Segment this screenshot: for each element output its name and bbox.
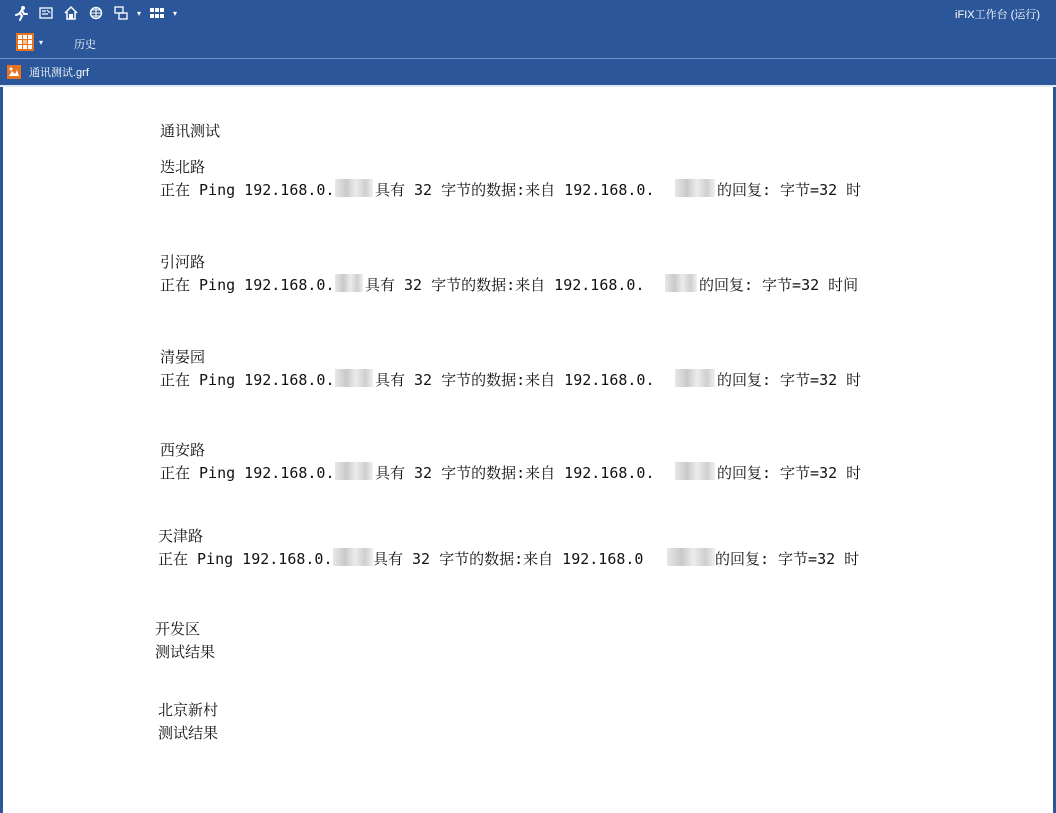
ping-result-tail: 的回复: 字节=32 时 xyxy=(717,371,862,389)
app-menu-icon xyxy=(16,33,34,51)
redacted-ip xyxy=(335,179,373,197)
ping-result-mid: 具有 32 字节的数据:来自 192.168.0 xyxy=(373,550,644,568)
ping-result-mid: 具有 32 字节的数据:来自 192.168.0. xyxy=(365,276,645,294)
ping-result-prefix: 正在 Ping 192.168.0. xyxy=(160,464,335,482)
document-tab-strip xyxy=(0,58,1056,86)
site-name: 清晏园 xyxy=(160,348,206,366)
site-name: 开发区 xyxy=(155,620,201,638)
title-bar xyxy=(0,0,1056,28)
test-result: 测试结果 xyxy=(158,724,219,742)
site-name: 天津路 xyxy=(158,527,204,545)
run-icon[interactable] xyxy=(10,2,32,24)
redacted-ip xyxy=(665,274,697,292)
picture-canvas xyxy=(3,87,1053,813)
quick-access-toolbar xyxy=(10,2,179,24)
ping-result-tail: 的回复: 字节=32 时 xyxy=(717,181,862,199)
site-name: 迭北路 xyxy=(160,158,206,176)
redacted-ip xyxy=(335,462,373,480)
app-menu-dropdown-icon: ▾ xyxy=(38,37,43,47)
redacted-ip xyxy=(675,369,715,387)
properties-icon[interactable] xyxy=(35,2,57,24)
site-name: 西安路 xyxy=(160,441,206,459)
redacted-ip xyxy=(675,179,715,197)
site-name: 北京新村 xyxy=(158,701,219,719)
redacted-ip xyxy=(335,274,363,292)
ping-result-prefix: 正在 Ping 192.168.0. xyxy=(160,276,335,294)
app-title: iFIX工作台 (运行) xyxy=(955,9,1040,21)
redacted-ip xyxy=(675,462,715,480)
ping-result-tail: 的回复: 字节=32 时 xyxy=(715,550,860,568)
tab-history[interactable]: 历史 xyxy=(74,38,96,51)
windows-icon[interactable] xyxy=(110,2,132,24)
test-result: 测试结果 xyxy=(155,643,216,661)
ping-result-tail: 的回复: 字节=32 时间 xyxy=(699,276,859,294)
site-name: 引河路 xyxy=(160,253,206,271)
document-tab-label: 通讯测试.grf xyxy=(29,67,89,79)
ping-result-mid: 具有 32 字节的数据:来自 192.168.0. xyxy=(375,181,655,199)
ping-result-mid: 具有 32 字节的数据:来自 192.168.0. xyxy=(375,464,655,482)
ping-result-prefix: 正在 Ping 192.168.0. xyxy=(160,181,335,199)
ping-result-prefix: 正在 Ping 192.168.0. xyxy=(160,371,335,389)
ribbon xyxy=(0,28,1056,57)
picture-file-icon xyxy=(7,65,21,79)
globe-icon[interactable] xyxy=(85,2,107,24)
redacted-ip xyxy=(333,548,373,566)
home-icon[interactable] xyxy=(60,2,82,24)
app-menu-button[interactable] xyxy=(16,33,45,51)
ping-result-tail: 的回复: 字节=32 时 xyxy=(717,464,862,482)
ping-result-mid: 具有 32 字节的数据:来自 192.168.0. xyxy=(375,371,655,389)
redacted-ip xyxy=(667,548,715,566)
dropdown-icon[interactable]: ▾ xyxy=(136,8,141,18)
customize-toolbar-icon[interactable]: ▾ xyxy=(172,8,177,18)
grid-icon[interactable] xyxy=(146,2,168,24)
document-tab[interactable] xyxy=(0,59,1056,87)
page-heading: 通讯测试 xyxy=(160,122,221,140)
redacted-ip xyxy=(335,369,373,387)
ping-result-prefix: 正在 Ping 192.168.0. xyxy=(158,550,333,568)
